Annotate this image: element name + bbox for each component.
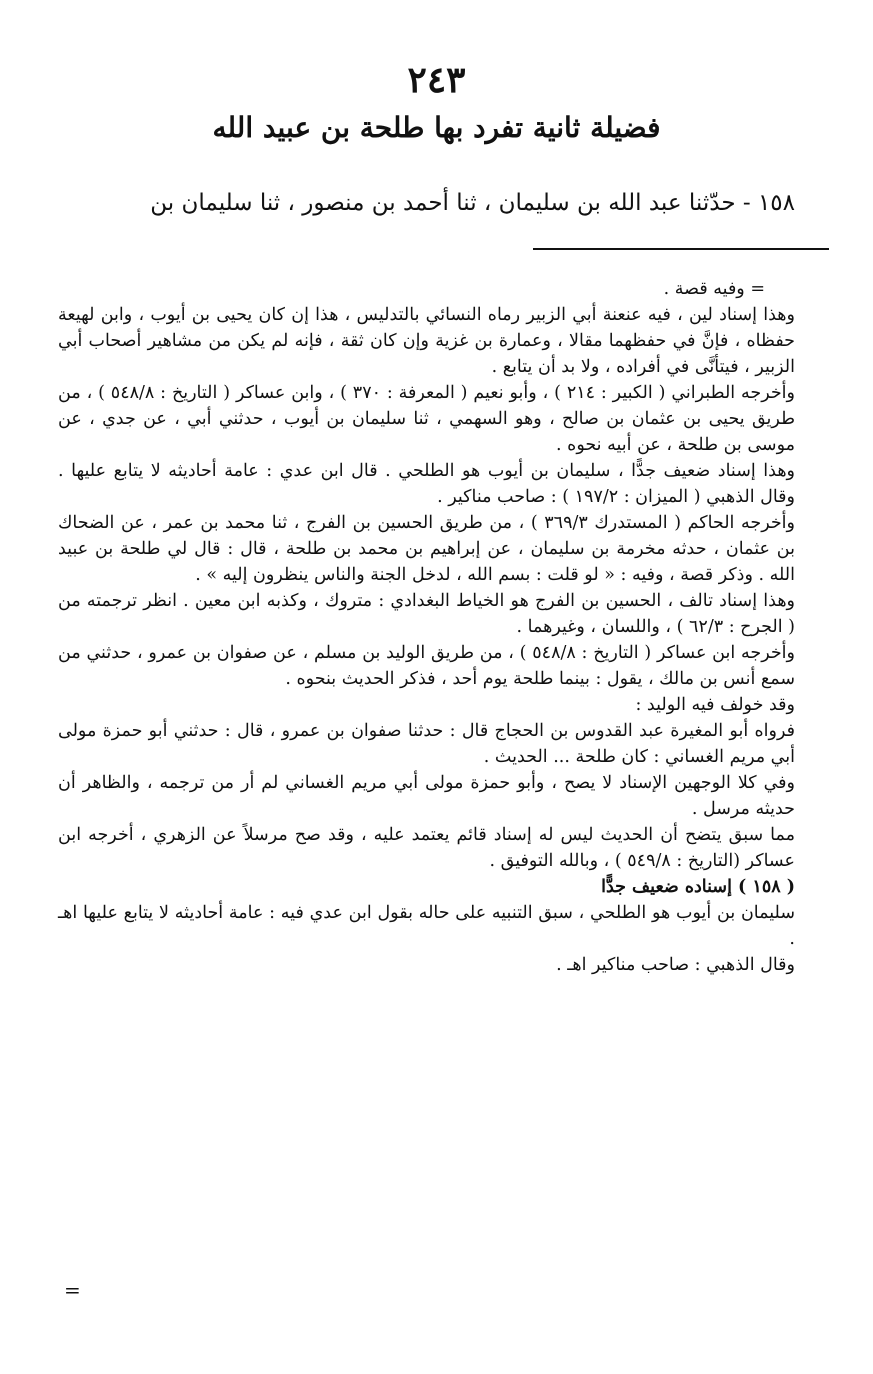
footnote-divider	[533, 248, 829, 250]
chapter-title: فضيلة ثانية تفرد بها طلحة بن عبيد الله	[212, 111, 661, 144]
footnote-paragraph: وأخرجه الحاكم ( المستدرك ٣٦٩/٣ ) ، من طريق الحسين بن الفرج ، ثنا محمد بن عمر ، عن الضحاك بن عثمان ، حدثه مخرمة بن سليمان ، عن إبراهيم بن محمد بن طلحة ، قال : قال لي طلحة بن عبيد الله . وذكر قصة ، وفيه : « لو قلت : بسم الله ، لدخل الجنة والناس ينظرون إليه » .	[58, 513, 795, 585]
footnote-paragraph: وأخرجه الطبراني ( الكبير : ٢١٤ ) ، وأبو نعيم ( المعرفة : ٣٧٠ ) ، وابن عساكر ( التاريخ : ٥٤٨/٨ ) ، من طريق يحيى بن عثمان بن صالح ، وهو السهمي ، ثنا سليمان بن أيوب ، حدثني أبي ، عن جدي ، عن موسى بن طلحة ، عن أبيه نحوه .	[58, 383, 795, 455]
footnote-paragraph: فرواه أبو المغيرة عبد القدوس بن الحجاج قال : حدثنا صفوان بن عمرو ، قال : حدثني أبو حمزة مولى أبي مريم الغساني : كان طلحة ... الحديث .	[58, 721, 795, 767]
footnote-paragraph: سليمان بن أيوب هو الطلحي ، سبق التنبيه على حاله بقول ابن عدي فيه : عامة أحاديثه لا يتابع عليها اهـ .	[58, 903, 795, 949]
footnote-paragraph: وأخرجه ابن عساكر ( التاريخ : ٥٤٨/٨ ) ، من طريق الوليد بن مسلم ، عن صفوان بن عمرو ، حدثني من سمع أنس بن مالك ، يقول : بينما طلحة يوم أحد ، فذكر الحديث بنحوه .	[58, 643, 795, 689]
page-number: ٢٤٣	[407, 59, 466, 101]
footnote-paragraph: = وفيه قصة .	[663, 279, 765, 299]
footnote-paragraph: وقد خولف فيه الوليد :	[635, 695, 795, 715]
hadith-text: ١٥٨ - حدّثنا عبد الله بن سليمان ، ثنا أحمد بن منصور ، ثنا سليمان بن	[150, 190, 795, 216]
continuation-mark: =	[64, 1278, 81, 1302]
footnote-paragraph: وهذا إسناد ضعيف جدًّا ، سليمان بن أيوب هو الطلحي . قال ابن عدي : عامة أحاديثه لا يتابع عليها . وقال الذهبي ( الميزان : ١٩٧/٢ ) : صاحب مناكير .	[58, 461, 795, 507]
footnote-paragraph: وهذا إسناد لين ، فيه عنعنة أبي الزبير رماه النسائي بالتدليس ، هذا إن كان يحيى بن أيوب ، وابن لهيعة حفظاه ، فإنَّ في حفظهما مقالا ، وعمارة بن غزية وإن كان ثقة ، فإنه لم يكن من مشاهير أصحاب أبي الزبير ، فيتأنَّى في أفراده ، ولا بد أن يتابع .	[58, 305, 795, 377]
footnote-paragraph: وقال الذهبي : صاحب مناكير اهـ .	[556, 955, 795, 975]
footnote-paragraph: وهذا إسناد تالف ، الحسين بن الفرج هو الخياط البغدادي : متروك ، وكذبه ابن معين . انظر ترجمته من ( الجرح : ٦٢/٣ ) ، واللسان ، وغيرهما .	[58, 591, 795, 637]
footnotes	[58, 276, 795, 978]
footnote-paragraph: وفي كلا الوجهين الإسناد لا يصح ، وأبو حمزة مولى أبي مريم الغساني لم أر من ترجمه ، والظاهر أن حديثه مرسل .	[58, 773, 795, 819]
footnote-paragraph: مما سبق يتضح أن الحديث ليس له إسناد قائم يعتمد عليه ، وقد صح مرسلاً عن الزهري ، أخرجه ابن عساكر (التاريخ : ٥٤٩/٨ ) ، وبالله التوفيق .	[58, 825, 795, 871]
footnote-heading: ( ١٥٨ ) إسناده ضعيف جدًّا	[601, 877, 795, 897]
